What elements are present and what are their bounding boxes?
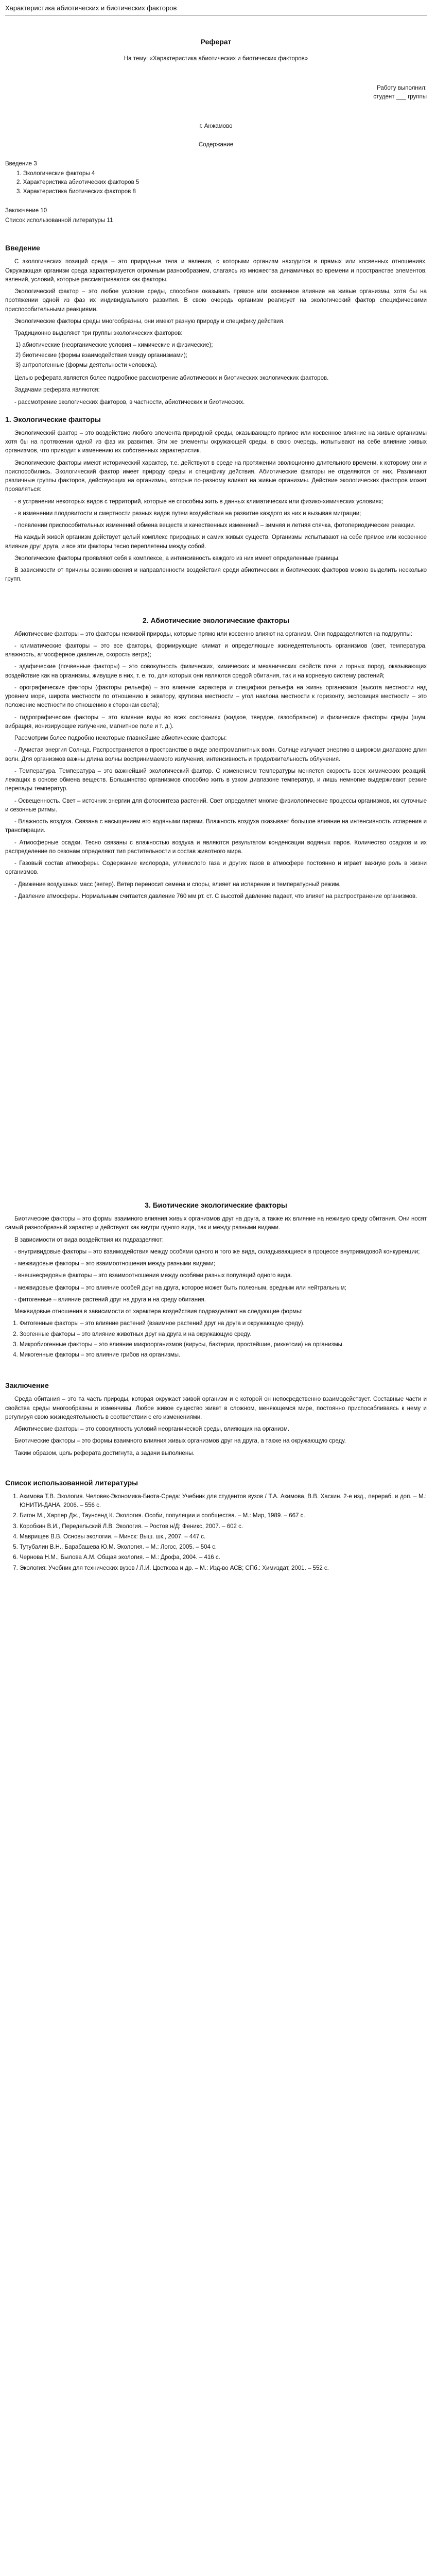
list-item: 3. Микробиогенные факторы – это влияние микроорганизмов (вирусы, бактерии, простейшие, риккетсии) на организмы. xyxy=(20,1341,427,1349)
paragraph: - Газовый состав атмосферы. Содержание кислорода, углекислого газа и других газов в атмосфере постоянно и играет важную роль в жизни организмов. xyxy=(5,860,427,876)
toc-title: Содержание xyxy=(198,141,234,148)
paragraph: В зависимости от причины возникновения и направленности воздействия среди абиотических и биотических факторов можно выделить несколько групп. xyxy=(5,567,427,583)
paragraph: Рассмотрим более подробно некоторые главнейшие абиотические факторы: xyxy=(14,735,227,741)
paragraph: Абиотические факторы – это факторы неживой природы, которые прямо или косвенно влияют на организм. Они подразделяются на подгруппы: xyxy=(14,631,412,637)
author-line-2: студент ___ группы xyxy=(373,94,427,100)
reference-item: 6. Чернова Н.М., Былова А.М. Общая экология. – М.: Дрофа, 2004. – 416 с. xyxy=(20,1553,427,1562)
reference-item: 7. Экология: Учебник для технических вузов / Л.И. Цветкова и др. – М.: Изд-во АСВ; СПб.: Химиздат, 2001. – 552 с. xyxy=(20,1564,427,1573)
paragraph: - Движение воздушных масс (ветер). Ветер переносит семена и споры, влияет на испарение и температурный режим. xyxy=(14,881,341,888)
paragraph: - Освещенность. Свет – источник энергии для фотосинтеза растений. Свет определяет многие физиологические процессы организмов, их суточные и сезонные ритмы. xyxy=(5,798,427,813)
references-list xyxy=(20,1493,427,1573)
paragraph: На каждый живой организм действует целый комплекс природных и самих живых существ. Организмы испытывают на себе прямое или косвенное влияние друг друга, и все эти факторы тесно переплетены между собой. xyxy=(5,534,427,550)
paragraph: - фитогенные – влияние растений друг на друга и на среду обитания. xyxy=(14,1296,206,1303)
paragraph: - появлении приспособительных изменений обмена веществ и качественных изменений – зимняя и летняя спячка, фотопериодические реакции. xyxy=(14,522,415,529)
paragraph: - внешнесредовые факторы – это взаимоотношения между особями разных популяций одного вида. xyxy=(14,1273,292,1279)
list-item: 4. Микогенные факторы – это влияние грибов на организмы. xyxy=(20,1351,427,1360)
paragraph: - межвидовые факторы – это взаимоотношения между разными видами; xyxy=(14,1261,215,1267)
reference-item: 5. Тутубалин В.Н., Барабашева Ю.М. Экология. – М.: Логос, 2005. – 504 с. xyxy=(20,1543,427,1552)
intro-paragraph: Экологический фактор – это любое условие среды, способное оказывать прямое или косвенное влияние на живые организмы, хотя бы на протяжении одной из фаз их индивидуального развития. В свою очередь организм реагирует на экологический фактор специфическими приспособительными реакциями. xyxy=(5,289,427,313)
section-1-body xyxy=(5,429,427,584)
paragraph: Экологические факторы проявляют себя в комплексе, а интенсивность каждого из них имеет определенные границы. xyxy=(14,555,340,562)
list-item: 3) антропогенные (формы деятельности человека). xyxy=(15,362,158,368)
paragraph: Среда обитания – это та часть природы, которая окружает живой организм и с которой он непосредственно взаимодействует. Составные части и свойства среды многообразны и изменчивы. Любое живое существо живет в сложном, меняющемся мире, постоянно приспосабливаясь к нему и регулируя свою жизнедеятельность в соответствии с его изменениями. xyxy=(5,1396,427,1420)
paragraph: Межвидовые отношения в зависимости от характера воздействия подразделяют на следующие формы: xyxy=(14,1309,303,1315)
toc-item: 3. Характеристика биотических факторов 8 xyxy=(16,188,136,195)
paragraph: Экологические факторы имеют исторический характер, т.е. действуют в среде на протяжении эволюционно длительного времени, к которому они и приспособились. Экологический фактор имеет природу среды и специфику действия. Абиотические факторы не отделяются от них. Различают различные группы факторов, действующих на организмы, которые по-разному влияют на живые организмы. Действие экологических факторов может проявляться: xyxy=(5,460,427,493)
paragraph: - внутривидовые факторы – это взаимодействия между особями одного и того же вида, складывающиеся в процессе внутривидовой конкуренции; xyxy=(14,1248,420,1255)
reference-item: 4. Маврищев В.В. Основы экологии. – Минск: Выш. шк., 2007. – 447 с. xyxy=(20,1533,427,1541)
paragraph: - Влажность воздуха. Связана с насыщением его водяными парами. Влажность воздуха оказывает большое влияние на интенсивность испарения и транспирации. xyxy=(5,819,427,834)
toc-intro: Введение 3 xyxy=(5,160,37,167)
intro-goal: Целью реферата является более подробное рассмотрение абиотических и биотических экологических факторов. xyxy=(14,375,329,381)
referat-label: Реферат xyxy=(200,37,232,46)
intro-tasks-title: Задачами реферата являются: xyxy=(14,387,100,394)
paragraph: - климатические факторы – это все факторы, формирующие климат и определяющие жизнедеятельность организмов (свет, температура, влажность, атмосферное давление, скорость ветра); xyxy=(5,642,427,658)
intro-paragraph: С экологических позиций среда – это природные тела и явления, с которыми организм находится в прямых или косвенных отношениях. Окружающая организм среда характеризуется огромным разнообразием, слагаясь из множества динамичных во времени и пространстве элементов, явлений, условий, которые рассматриваются как факторы. xyxy=(5,259,427,283)
section-2-heading: 2. Абиотические экологические факторы xyxy=(142,616,290,624)
section-2-body xyxy=(5,630,427,902)
references-heading: Список использованной литературы xyxy=(5,1478,138,1487)
intro-paragraph: Экологические факторы среды многообразны, они имеют разную природу и специфику действия. xyxy=(14,318,285,325)
list-item: 1. Фитогенные факторы – это влияние растений (взаимное растений друг на друга и окружающую среду). xyxy=(20,1319,427,1328)
paragraph: Таким образом, цель реферата достигнута, а задачи выполнены. xyxy=(14,1450,195,1456)
paragraph: Биотические факторы – это формы взаимного влияния живых организмов друг на друга, а также на окружающую среду. xyxy=(14,1438,346,1445)
paragraph: - Атмосферные осадки. Тесно связаны с влажностью воздуха и являются результатом конденсации водяных паров. Количество осадков и их распределение по сезонам определяют тип растительности и состав животного мира. xyxy=(5,839,427,855)
city-line: г. Анжамово xyxy=(199,123,233,130)
section-3-body xyxy=(5,1215,427,1360)
paragraph: Экологический фактор – это воздействие любого элемента природной среды, оказывающего прямое или косвенное влияние на живые организмы хотя бы на протяжении одной из фаз их развития. Эти же элементы окружающей среды, в свою очередь, испытывают на себе влияние живых организмов, что приводит к изменению их собственных характеристик. xyxy=(5,430,427,454)
reference-item: 3. Коробкин В.И., Передельский Л.В. Экология. – Ростов н/Д: Феникс, 2007. – 602 с. xyxy=(20,1522,427,1531)
paragraph: - Давление атмосферы. Нормальным считается давление 760 мм рт. ст. С высотой давление падает, что влияет на распространение организмов. xyxy=(14,893,417,900)
paragraph: Биотические факторы – это формы взаимного влияния живых организмов друг на друга, а также их влияние на неживую среду обитания. Они носят самый разнообразный характер и действуют как внутри одного вида, так и между разными видами. xyxy=(5,1216,427,1231)
intro-paragraph: Традиционно выделяют три группы экологических факторов: xyxy=(14,330,183,336)
author-line-1: Работу выполнил: xyxy=(377,84,427,91)
paragraph: В зависимости от вида воздействия их подразделяют: xyxy=(14,1236,164,1243)
toc-conclusion: Заключение 10 xyxy=(5,207,47,214)
toc-references: Список использованной литературы 11 xyxy=(5,217,113,224)
paragraph: - Температура. Температура – это важнейший экологический фактор. С изменением температуры меняется скорость всех химических реакций, лежащих в основе обмена веществ. Большинство организмов способно жить в узком диапазоне температур, и лишь немногие выдерживают резкие перепады температур. xyxy=(5,768,427,792)
document-title: Характеристика абиотических и биотических факторов xyxy=(5,3,427,16)
intro-heading: Введение xyxy=(5,244,40,252)
paragraph: - в изменении плодовитости и смертности разных видов путем воздействия на развитие каждого из них и вызывая миграции; xyxy=(14,510,361,517)
biotic-forms-list xyxy=(20,1319,427,1360)
paragraph: - межвидовые факторы – это влияние особей друг на друга, которое может быть полезным, вредным или нейтральным; xyxy=(14,1284,346,1291)
conclusion-body xyxy=(5,1395,427,1458)
section-1-heading: 1. Экологические факторы xyxy=(5,415,101,423)
intro-task: - рассмотрение экологических факторов, в частности, абиотических и биотических. xyxy=(14,399,245,405)
paragraph: - орографические факторы (факторы рельефа) – это влияние характера и специфики рельефа на жизнь организмов (высота местности над уровнем моря, широта местности по отношению к экватору, крутизна местности – угол наклона местности к горизонту, экспозиция местности – это положение местности по отношению к сторонам света); xyxy=(5,684,427,709)
reference-item: 2. Бигон М., Харпер Дж., Таунсенд К. Экология. Особи, популяции и сообщества. – М.: Мир, 1989. – 667 с. xyxy=(20,1512,427,1520)
conclusion-heading: Заключение xyxy=(5,1381,49,1390)
toc-item: 2. Характеристика абиотических факторов 5 xyxy=(16,179,139,186)
paragraph: - эдафические (почвенные факторы) – это совокупность физических, химических и механических свойств почв и горных пород, оказывающих воздействие как на организмы, живущие в них, т. е. то, для которых они являются средой обитания, так и на корневую систему растений; xyxy=(5,664,427,679)
topic-line: На тему: «Характеристика абиотических и биотических факторов» xyxy=(124,55,308,62)
list-item: 1) абиотические (неорганические условия – химические и физические); xyxy=(15,342,213,349)
reference-item: 1. Акимова Т.В. Экология. Человек-Экономика-Биота-Среда: Учебник для студентов вузов / Т.А. Акимова, В.В. Хаскин. 2-е изд., перераб. и доп. – М.: ЮНИТИ-ДАНА, 2006. – 556 с. xyxy=(20,1493,427,1511)
paragraph: - в устранении некоторых видов с территорий, которые не способны жить в данных климатических или физико-химических условиях; xyxy=(14,498,383,505)
list-item: 2) биотические (формы взаимодействия между организмами); xyxy=(15,352,187,359)
paragraph: - гидрографические факторы – это влияние воды во всех состояниях (жидкое, твердое, газообразное) и физические факторы среды (шум, вибрация, ионизирующее излучение, магнитное поле и т. д.). xyxy=(5,714,427,730)
table-of-contents xyxy=(5,160,427,226)
section-3-heading: 3. Биотические экологические факторы xyxy=(145,1201,287,1209)
toc-item: 1. Экологические факторы 4 xyxy=(16,171,95,177)
factor-groups-list xyxy=(5,341,427,370)
paragraph: - Лучистая энергия Солнца. Распространяется в пространстве в виде электромагнитных волн. Солнце излучает энергию в широком диапазоне длин волн. Для организмов важны длина волны воспринимаемого излучения, интенсивность и продолжительность облучения. xyxy=(5,747,427,762)
list-item: 2. Зоогенные факторы – это влияние животных друг на друга и на окружающую среду. xyxy=(20,1330,427,1339)
paragraph: Абиотические факторы – это совокупность условий неорганической среды, влияющих на организм. xyxy=(14,1426,290,1432)
